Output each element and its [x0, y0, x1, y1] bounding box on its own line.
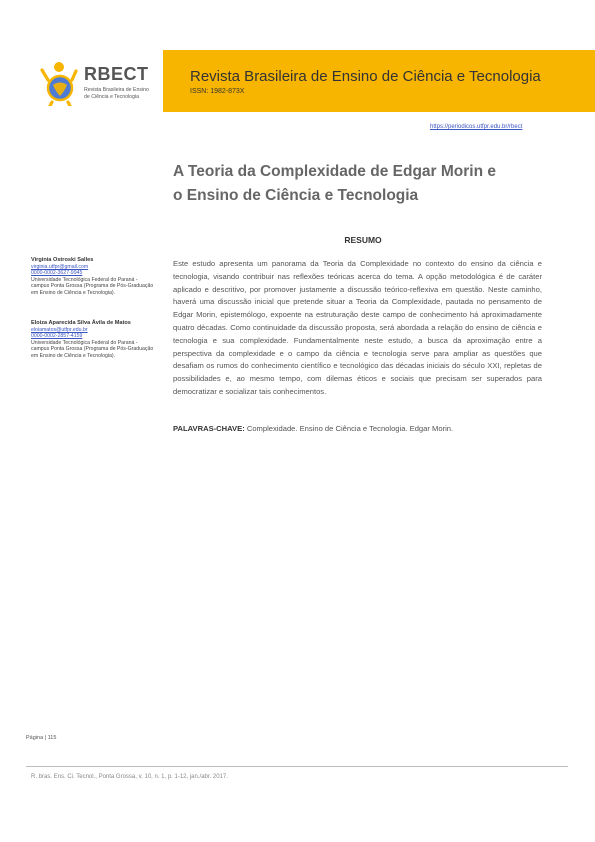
- author-block: [31, 257, 156, 297]
- keywords-label: PALAVRAS-CHAVE:: [173, 424, 245, 433]
- footer-divider: [26, 766, 568, 767]
- abstract-text: Este estudo apresenta um panorama da Teoria da Complexidade no contexto do ensino da ciência e tecnologia, visando contribuir nas reflexões teóricas acerca do tema. A opção metodológica é de caráter aplicado e descritivo, por promover justamente a discussão teórico-reflexiva em questão. Neste caminho, haverá uma discussão inicial que pretende situar a Teoria da Complexidade, pautada no pensamento de Edgar Morin, epistemólogo, expoente na estruturação deste campo de conhecimento há aproximadamente quatro décadas. Como continuidade da discussão proposta, será abordada a relação do ensino de ciência e tecnologia e sua complexidade. Fundamentalmente neste estudo, a busca da aproximação entre a perspectiva da complexidade e o campo da ciência e tecnologia serve para ampliar as questões que desafiam os rumos do conhecimento científico e tecnológico das décadas iniciais do século XXI, repletas de possibilidades e, ao mesmo tempo, com dilemas éticos e sociais que precisam ser superados para democratizar e socializar tais conhecimentos.: [173, 259, 542, 396]
- journal-title: Revista Brasileira de Ensino de Ciência e Tecnologia: [190, 68, 541, 85]
- article-title-line-2: o Ensino de Ciência e Tecnologia: [173, 187, 419, 204]
- author-orcid-link[interactable]: 0000-0002-3627-9945: [31, 270, 83, 277]
- author-name: Virginia Ostroski Salles: [31, 257, 94, 263]
- author-email-link[interactable]: eloiamatos@utfpr.edu.br: [31, 326, 88, 333]
- page-number: Página | 115: [26, 735, 57, 741]
- citation-footer: R. bras. Ens. Ci. Tecnol., Ponta Grossa, v. 10, n. 1, p. 1-12, jan./abr. 2017.: [31, 774, 228, 780]
- journal-header-band: [163, 50, 595, 112]
- journal-logo: [34, 58, 149, 108]
- journal-issn: ISSN: 1982-873X: [190, 88, 245, 95]
- logo-subtitle: Revista Brasileira de Ensino de Ciência e Tecnologia: [84, 87, 149, 100]
- author-orcid-link[interactable]: 0000-0002-2857-4159: [31, 333, 83, 340]
- author-affiliation: Universidade Tecnológica Federal do Paraná - campus Ponta Grossa (Programa de Pós-Graduação em Ensino de Ciência e Tecnologia).: [31, 339, 154, 359]
- journal-site-link[interactable]: https://periodicos.utfpr.edu.br/rbect: [430, 124, 523, 130]
- article-title-line-1: A Teoria da Complexidade de Edgar Morin e: [173, 163, 496, 180]
- abstract-heading: RESUMO: [344, 235, 382, 245]
- author-name: Eloiza Aparecida Silva Ávila de Matos: [31, 320, 131, 326]
- article-title: [173, 160, 553, 208]
- author-affiliation: Universidade Tecnológica Federal do Paraná - campus Ponta Grossa (Programa de Pós-Graduação em Ensino de Ciência e Tecnologia).: [31, 276, 154, 296]
- keywords-line: [173, 424, 553, 433]
- keywords-text: Complexidade. Ensino de Ciência e Tecnologia. Edgar Morin.: [246, 424, 454, 433]
- author-block: [31, 320, 156, 360]
- logo-text: RBECT: [84, 64, 149, 84]
- author-email-link[interactable]: virginia.utfpr@gmail.com: [31, 263, 89, 270]
- logo-figure-icon: [40, 58, 78, 106]
